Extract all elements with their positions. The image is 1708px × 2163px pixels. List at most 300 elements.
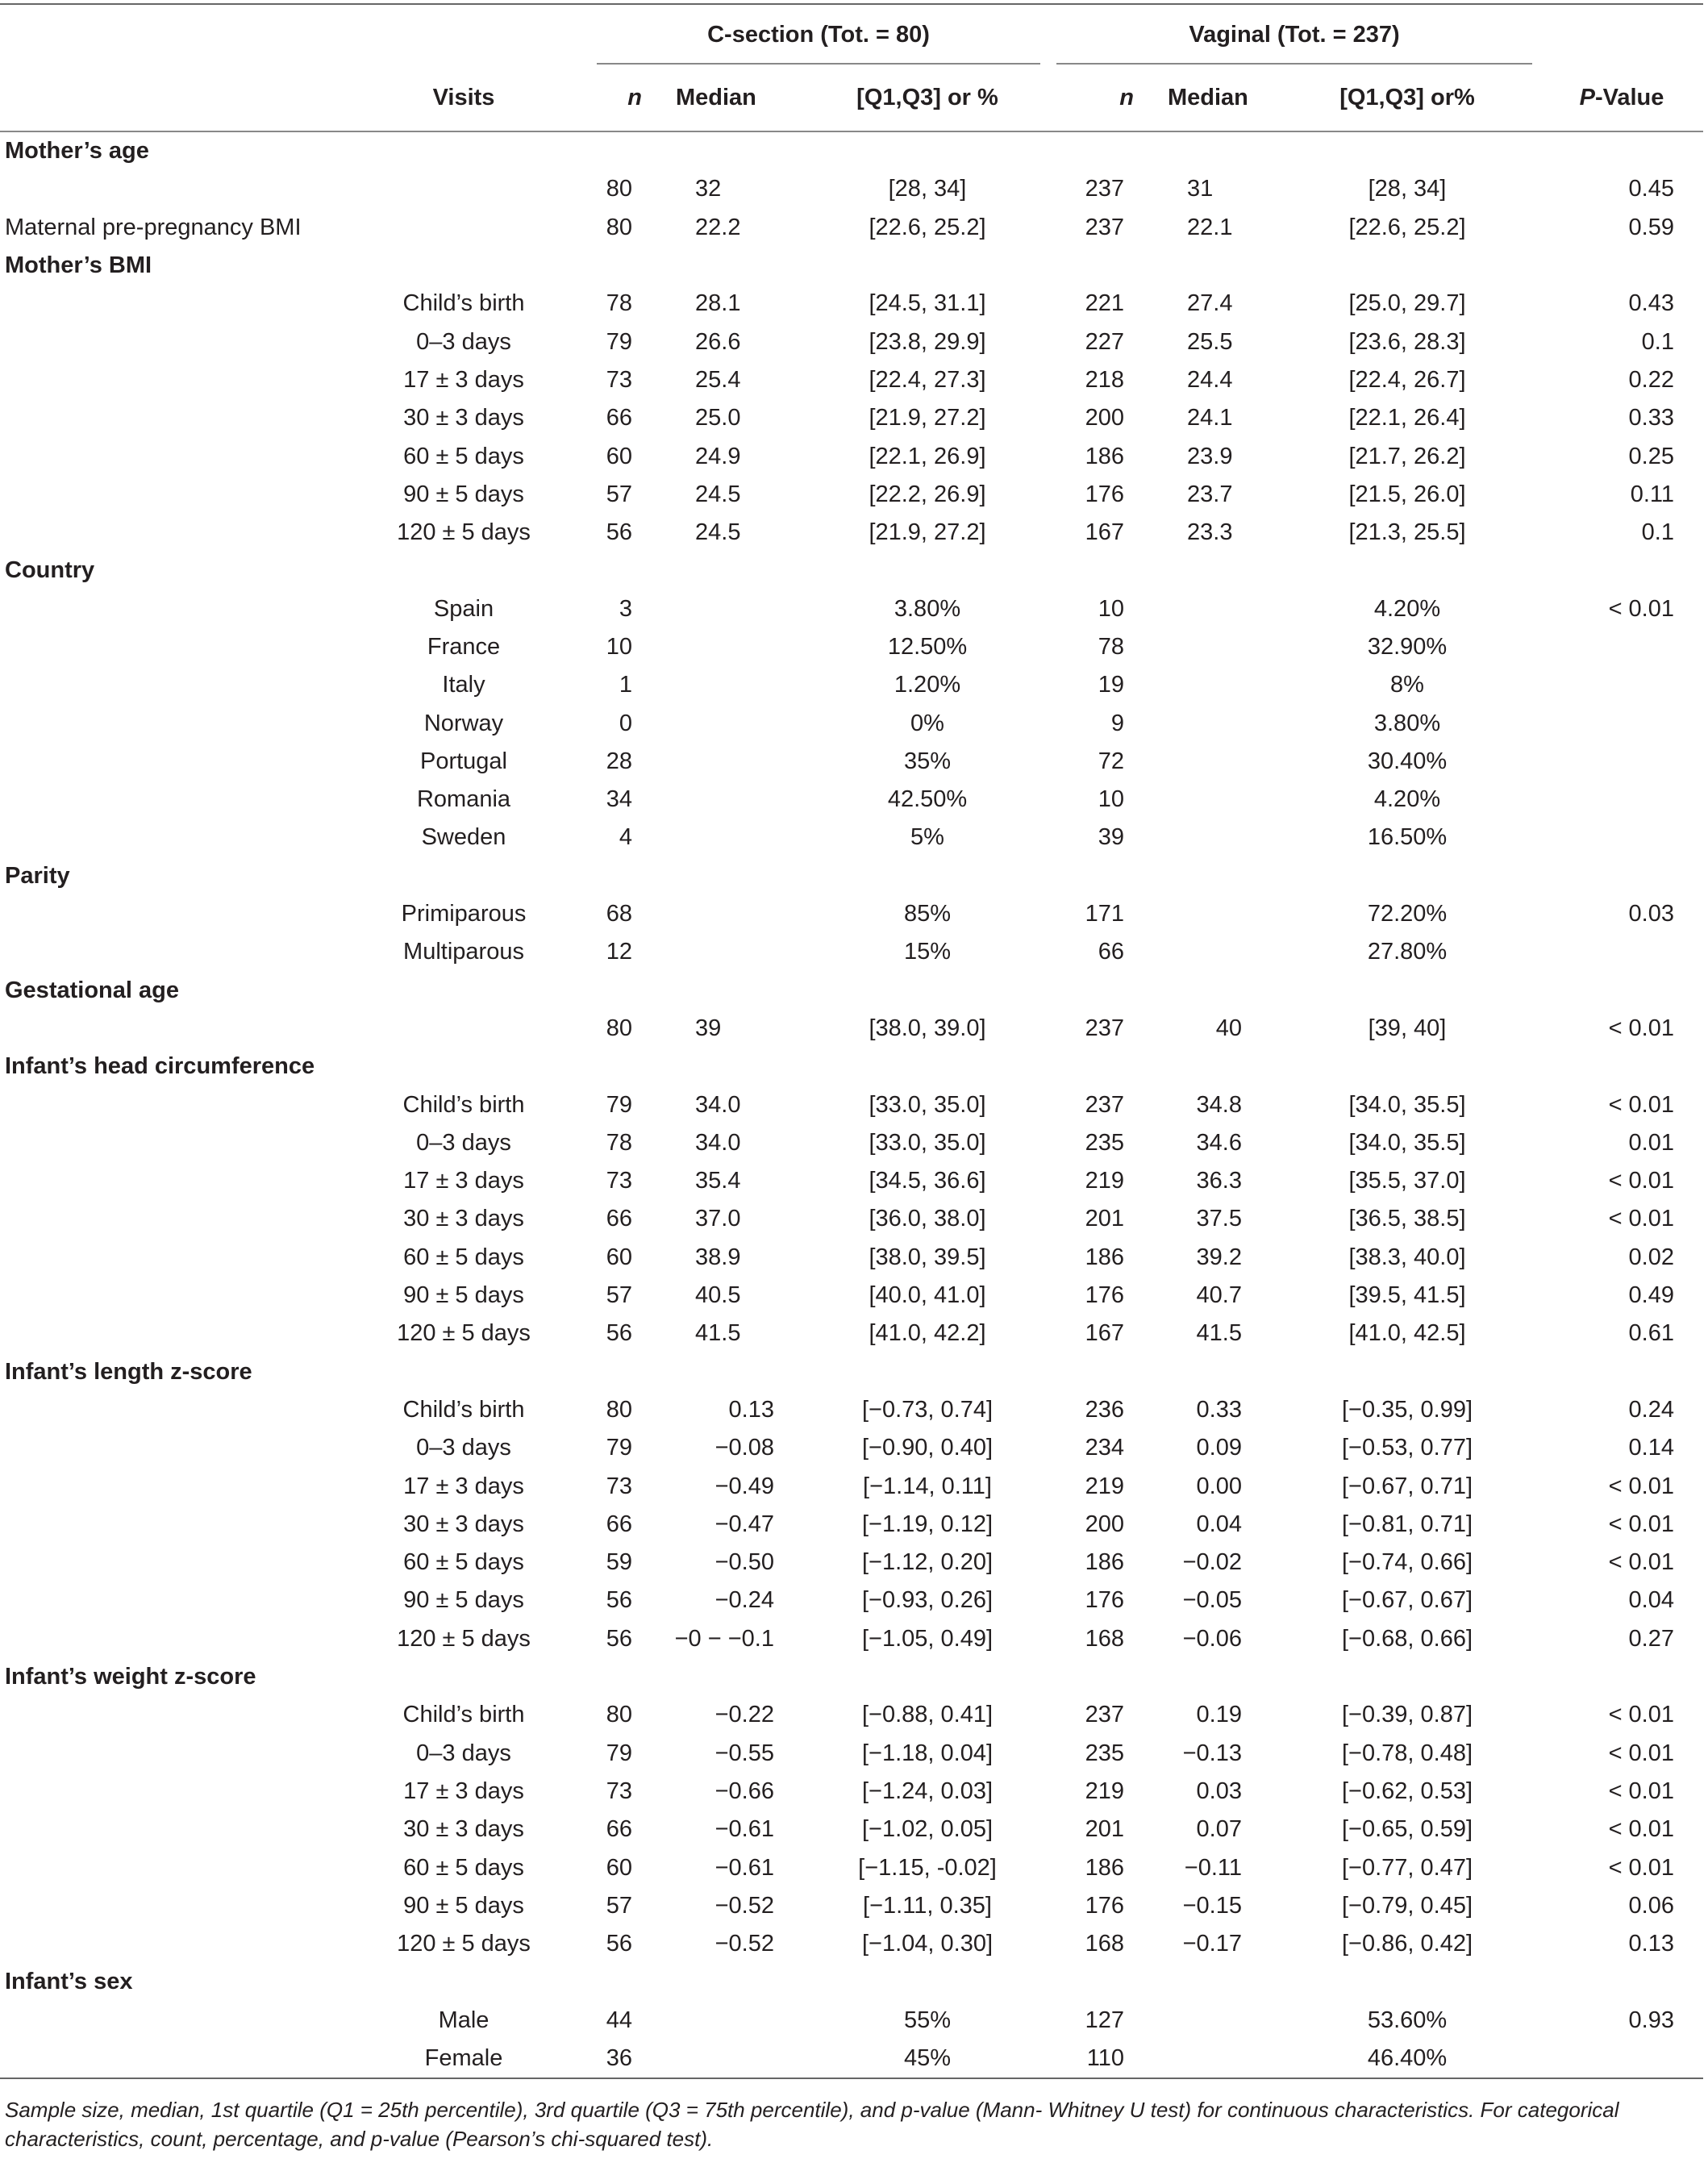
table-row: [0, 1887, 1703, 1925]
row-label: Maternal pre-pregnancy BMI: [5, 214, 302, 240]
row-label: [0, 2040, 339, 2078]
p-value-cell: [1540, 933, 1703, 971]
p-value-cell: < 0.01: [1608, 1854, 1674, 1881]
cs-n-cell: 79: [606, 1740, 632, 1766]
vag-median-cell: [1153, 743, 1274, 781]
cs-n-cell: 80: [606, 176, 632, 202]
table-row: [0, 285, 1703, 323]
vag-n-cell: 127: [1085, 2007, 1124, 2033]
table-row: [0, 1200, 1703, 1238]
table-body: [0, 131, 1703, 2079]
vag-median-cell: [1153, 666, 1274, 704]
visit-cell: 60 ± 5 days: [403, 443, 524, 469]
vag-n-cell: 110: [1086, 2044, 1124, 2071]
cs-quartile-cell: 5%: [910, 824, 944, 851]
table-row: [0, 1620, 1703, 1658]
characteristics-table: [0, 3, 1703, 2079]
table-row: [0, 1124, 1703, 1162]
vag-quartile-cell: [−0.35, 0.99]: [1341, 1396, 1473, 1423]
col-header-visits: Visits: [339, 65, 589, 131]
cs-quartile-cell: 12.50%: [887, 634, 968, 660]
cs-median-cell: [661, 743, 806, 781]
row-label: [0, 399, 339, 437]
vag-quartile-cell: 3.80%: [1373, 710, 1441, 736]
row-label: [0, 1200, 339, 1238]
vag-quartile-cell: [−0.53, 0.77]: [1341, 1435, 1473, 1461]
table-row: [0, 209, 1703, 247]
vag-quartile-cell: 27.80%: [1367, 939, 1448, 965]
vag-median-cell: 23.3: [1187, 519, 1233, 546]
visit-cell: Portugal: [419, 748, 507, 774]
cs-median-cell: [661, 781, 806, 819]
vag-quartile-cell: [−0.39, 0.87]: [1341, 1702, 1473, 1728]
cs-median-cell: −0.22: [714, 1702, 774, 1728]
vag-quartile-cell: [−0.65, 0.59]: [1341, 1816, 1473, 1843]
cs-median-cell: [661, 819, 806, 856]
vag-n-cell: 176: [1085, 1587, 1124, 1614]
vag-n-cell: 167: [1085, 1320, 1124, 1347]
cs-n-cell: 73: [606, 366, 632, 393]
vag-median-cell: 31: [1187, 176, 1214, 202]
visit-cell: [339, 170, 589, 208]
p-value-cell: [1540, 819, 1703, 856]
vag-n-cell: 10: [1098, 595, 1124, 622]
visit-cell: 17 ± 3 days: [403, 1168, 524, 1194]
vag-median-cell: [1153, 819, 1274, 856]
visit-cell: Italy: [442, 672, 485, 698]
p-value-cell: 0.1: [1641, 519, 1674, 546]
vag-median-cell: 0.33: [1196, 1396, 1242, 1423]
table-row: [0, 2002, 1703, 2040]
cs-quartile-cell: [−1.05, 0.49]: [861, 1625, 994, 1652]
cs-n-cell: 36: [606, 2044, 632, 2071]
p-value-cell: 0.06: [1628, 1892, 1674, 1919]
p-value-cell: [1540, 628, 1703, 666]
table-row: [0, 1239, 1703, 1277]
cs-n-cell: 66: [606, 1511, 632, 1537]
vag-n-cell: 200: [1085, 405, 1124, 431]
visit-cell: 30 ± 3 days: [403, 1206, 524, 1232]
col-header-vag-quartiles: [Q1,Q3] or%: [1274, 65, 1540, 131]
visit-cell: 30 ± 3 days: [403, 1816, 524, 1843]
p-value-cell: 0.01: [1628, 1129, 1674, 1156]
vag-n-cell: 237: [1085, 176, 1124, 202]
vag-n-cell: 235: [1085, 1129, 1124, 1156]
cs-quartile-cell: 55%: [903, 2007, 952, 2033]
cs-median-cell: −0.66: [714, 1777, 774, 1804]
cs-quartile-cell: [33.0, 35.0]: [869, 1129, 986, 1156]
vag-quartile-cell: 32.90%: [1367, 634, 1448, 660]
col-header-cs-quartiles: [Q1,Q3] or %: [806, 65, 1048, 131]
cs-median-cell: [661, 933, 806, 971]
vag-n-cell: 176: [1085, 481, 1124, 507]
cs-n-cell: 34: [606, 786, 632, 813]
cs-n-cell: 56: [606, 519, 632, 546]
cs-quartile-cell: [−1.04, 0.30]: [861, 1931, 994, 1957]
group-header-csection: C-section (Tot. = 80): [589, 5, 1048, 65]
visit-cell: 60 ± 5 days: [403, 1244, 524, 1270]
cs-median-cell: 35.4: [695, 1168, 741, 1194]
col-header-cs-median: Median: [661, 65, 806, 131]
cs-quartile-cell: [−1.19, 0.12]: [861, 1511, 994, 1537]
p-value-cell: < 0.01: [1608, 1702, 1674, 1728]
visit-cell: Romania: [416, 786, 511, 813]
cs-n-cell: 57: [606, 1282, 632, 1309]
vag-n-cell: 186: [1085, 443, 1124, 469]
col-header-vag-n: n: [1048, 65, 1153, 131]
row-label: [0, 895, 339, 933]
row-label: [0, 1582, 339, 1619]
p-value-cell: [1540, 781, 1703, 819]
row-label: [0, 514, 339, 552]
table-row: [0, 1811, 1703, 1848]
section-header-row: [0, 1658, 1703, 1696]
cs-n-cell: 56: [606, 1625, 632, 1652]
row-label: [0, 1315, 339, 1352]
cs-median-cell: −0.61: [714, 1854, 774, 1881]
row-label: [0, 1848, 339, 1886]
cs-quartile-cell: [−1.02, 0.05]: [861, 1816, 994, 1843]
row-label: [0, 933, 339, 971]
visit-cell: Child’s birth: [402, 290, 525, 317]
vag-quartile-cell: [−0.67, 0.71]: [1341, 1473, 1473, 1499]
cs-quartile-cell: [21.9, 27.2]: [869, 405, 986, 431]
vag-n-cell: 186: [1085, 1549, 1124, 1576]
vag-median-cell: [1153, 2040, 1274, 2078]
cs-quartile-cell: [41.0, 42.2]: [869, 1320, 986, 1347]
table-row: [0, 1429, 1703, 1467]
visit-cell: Multiparous: [403, 939, 524, 965]
table-row: [0, 1086, 1703, 1123]
row-label: [0, 1239, 339, 1277]
vag-median-cell: [1153, 628, 1274, 666]
column-header-row: [0, 65, 1703, 131]
cs-n-cell: 80: [606, 1396, 632, 1423]
table-row: [0, 1582, 1703, 1619]
vag-n-cell: 237: [1085, 1091, 1124, 1118]
cs-median-cell: 37.0: [695, 1206, 741, 1232]
cs-quartile-cell: [−1.12, 0.20]: [861, 1549, 994, 1576]
vag-median-cell: [1153, 704, 1274, 742]
cs-median-cell: −0.49: [714, 1473, 774, 1499]
table-row: [0, 1277, 1703, 1315]
cs-median-cell: 24.5: [695, 519, 741, 546]
table-row: [0, 933, 1703, 971]
cs-median-cell: −0.61: [714, 1816, 774, 1843]
cs-median-cell: −0.24: [714, 1587, 774, 1614]
row-label: [0, 1773, 339, 1811]
cs-median-cell: 34.0: [695, 1091, 741, 1118]
cs-n-cell: 79: [606, 1091, 632, 1118]
table-row: [0, 743, 1703, 781]
cs-median-cell: −0.47: [714, 1511, 774, 1537]
col-header-p-value: P-Value: [1540, 65, 1703, 131]
vag-median-cell: [1153, 781, 1274, 819]
vag-quartile-cell: [21.3, 25.5]: [1348, 519, 1466, 546]
row-label: [0, 666, 339, 704]
cs-n-cell: 73: [606, 1473, 632, 1499]
cs-n-cell: 79: [606, 328, 632, 355]
cs-quartile-cell: [−1.24, 0.03]: [861, 1777, 994, 1804]
cs-n-cell: 4: [619, 824, 632, 851]
vag-quartile-cell: [34.0, 35.5]: [1348, 1091, 1466, 1118]
row-label: [0, 704, 339, 742]
cs-median-cell: 25.0: [695, 405, 741, 431]
vag-n-cell: 39: [1098, 824, 1124, 851]
p-value-cell: < 0.01: [1608, 1549, 1674, 1576]
visit-cell: 30 ± 3 days: [403, 1511, 524, 1537]
cs-median-cell: 24.5: [695, 481, 741, 507]
cs-n-cell: 73: [606, 1168, 632, 1194]
vag-quartile-cell: [−0.86, 0.42]: [1341, 1931, 1473, 1957]
visit-cell: Spain: [433, 595, 494, 622]
vag-n-cell: 234: [1085, 1435, 1124, 1461]
row-label: [0, 1277, 339, 1315]
vag-quartile-cell: [−0.79, 0.45]: [1341, 1892, 1473, 1919]
table-row: [0, 1467, 1703, 1505]
vag-quartile-cell: [−0.74, 0.66]: [1341, 1549, 1473, 1576]
vag-quartile-cell: 4.20%: [1373, 786, 1441, 813]
vag-n-cell: 167: [1085, 519, 1124, 546]
p-value-cell: < 0.01: [1608, 1511, 1674, 1537]
p-value-cell: 0.04: [1628, 1587, 1674, 1614]
visit-cell: Child’s birth: [402, 1091, 525, 1118]
vag-median-cell: 0.03: [1196, 1777, 1242, 1804]
cs-n-cell: 60: [606, 1244, 632, 1270]
p-value-cell: < 0.01: [1608, 1091, 1674, 1118]
vag-n-cell: 201: [1085, 1206, 1124, 1232]
vag-n-cell: 221: [1085, 290, 1124, 317]
vag-quartile-cell: 8%: [1390, 672, 1424, 698]
section-header-row: [0, 972, 1703, 1010]
cs-n-cell: 78: [606, 1129, 632, 1156]
table-row: [0, 628, 1703, 666]
vag-n-cell: 171: [1085, 901, 1124, 927]
row-label: [0, 1086, 339, 1123]
cs-median-cell: 38.9: [695, 1244, 741, 1270]
vag-median-cell: 0.07: [1196, 1816, 1242, 1843]
cs-n-cell: 73: [606, 1777, 632, 1804]
cs-median-cell: −0.52: [714, 1931, 774, 1957]
vag-n-cell: 201: [1085, 1816, 1124, 1843]
vag-quartile-cell: [23.6, 28.3]: [1348, 328, 1466, 355]
p-value-cell: < 0.01: [1608, 1168, 1674, 1194]
row-label: [0, 1696, 339, 1734]
section-header-row: [0, 131, 1703, 170]
row-label: [0, 476, 339, 514]
cs-quartile-cell: [22.4, 27.3]: [869, 366, 986, 393]
cs-quartile-cell: [36.0, 38.0]: [869, 1206, 986, 1232]
table-row: [0, 819, 1703, 856]
visit-cell: 30 ± 3 days: [403, 405, 524, 431]
p-value-cell: 0.33: [1628, 405, 1674, 431]
cs-quartile-cell: [−1.11, 0.35]: [863, 1892, 992, 1919]
visit-cell: 90 ± 5 days: [403, 1587, 524, 1614]
row-label: [0, 1010, 339, 1048]
p-value-cell: < 0.01: [1608, 1473, 1674, 1499]
cs-n-cell: 80: [606, 1015, 632, 1041]
vag-quartile-cell: [−0.67, 0.67]: [1341, 1587, 1473, 1614]
cs-quartile-cell: 45%: [903, 2044, 952, 2071]
vag-median-cell: 41.5: [1196, 1320, 1242, 1347]
cs-n-cell: 68: [606, 901, 632, 927]
vag-n-cell: 176: [1085, 1282, 1124, 1309]
table-row: [0, 361, 1703, 399]
cs-n-cell: 3: [619, 595, 632, 622]
vag-median-cell: 22.1: [1187, 214, 1233, 240]
cs-n-cell: 44: [606, 2007, 632, 2033]
table-row: [0, 590, 1703, 628]
table-row: [0, 170, 1703, 208]
cs-n-cell: 57: [606, 481, 632, 507]
vag-median-cell: 37.5: [1196, 1206, 1242, 1232]
vag-n-cell: 235: [1085, 1740, 1124, 1766]
cs-n-cell: 28: [606, 748, 632, 774]
vag-median-cell: 36.3: [1196, 1168, 1242, 1194]
cs-n-cell: 56: [606, 1320, 632, 1347]
row-label: [0, 1429, 339, 1467]
cs-n-cell: 10: [606, 634, 632, 660]
table-row: [0, 476, 1703, 514]
vag-n-cell: 218: [1085, 366, 1124, 393]
visit-cell: 90 ± 5 days: [403, 1892, 524, 1919]
vag-median-cell: 0.00: [1196, 1473, 1242, 1499]
cs-n-cell: 60: [606, 443, 632, 469]
visit-cell: 90 ± 5 days: [403, 1282, 524, 1309]
vag-median-cell: −0.13: [1182, 1740, 1242, 1766]
cs-quartile-cell: 0%: [910, 710, 944, 736]
vag-median-cell: 0.19: [1196, 1702, 1242, 1728]
cs-n-cell: 56: [606, 1931, 632, 1957]
cs-n-cell: 78: [606, 290, 632, 317]
cs-quartile-cell: 35%: [903, 748, 952, 774]
vag-n-cell: 186: [1085, 1244, 1124, 1270]
cs-quartile-cell: [−1.14, 0.11]: [863, 1473, 992, 1499]
table-row: [0, 1162, 1703, 1200]
cs-median-cell: 41.5: [695, 1320, 741, 1347]
visit-cell: 17 ± 3 days: [403, 1777, 524, 1804]
p-value-cell: < 0.01: [1608, 1777, 1674, 1804]
vag-median-cell: −0.17: [1182, 1931, 1242, 1957]
col-header-vag-median: Median: [1153, 65, 1274, 131]
cs-quartile-cell: 1.20%: [894, 672, 961, 698]
vag-n-cell: 66: [1098, 939, 1124, 965]
cs-median-cell: [661, 666, 806, 704]
row-label: [0, 1162, 339, 1200]
table-row: [0, 1391, 1703, 1429]
section-title: Country: [5, 557, 95, 584]
visit-cell: 17 ± 3 days: [403, 366, 524, 393]
vag-median-cell: 23.9: [1187, 443, 1233, 469]
visit-cell: Male: [438, 2007, 489, 2033]
cs-median-cell: 40.5: [695, 1282, 741, 1309]
cs-quartile-cell: [22.6, 25.2]: [869, 214, 986, 240]
row-label: [0, 1887, 339, 1925]
cs-n-cell: 79: [606, 1435, 632, 1461]
vag-median-cell: 0.04: [1196, 1511, 1242, 1537]
row-label: [0, 1620, 339, 1658]
visit-cell: 120 ± 5 days: [397, 1931, 531, 1957]
vag-median-cell: −0.11: [1184, 1854, 1242, 1881]
cs-median-cell: 26.6: [695, 328, 741, 355]
table-row: [0, 895, 1703, 933]
row-label: [0, 1925, 339, 1963]
section-title: Infant’s weight z-score: [5, 1664, 256, 1690]
p-value-cell: 0.59: [1628, 214, 1674, 240]
cs-median-cell: [661, 590, 806, 628]
row-label: [0, 437, 339, 475]
table-row: [0, 2040, 1703, 2078]
cs-median-cell: −0 − −0.1: [674, 1625, 774, 1652]
row-label: [0, 1391, 339, 1429]
row-label: [0, 1544, 339, 1582]
row-label: [0, 1124, 339, 1162]
cs-median-cell: [661, 2040, 806, 2078]
vag-median-cell: −0.05: [1182, 1587, 1242, 1614]
cs-quartile-cell: [22.1, 26.9]: [869, 443, 986, 469]
section-title: Infant’s sex: [5, 1969, 133, 1995]
cs-quartile-cell: [−0.93, 0.26]: [861, 1587, 994, 1614]
vag-n-cell: 236: [1085, 1396, 1124, 1423]
visit-cell: Child’s birth: [402, 1702, 525, 1728]
row-label: [0, 1506, 339, 1544]
vag-n-cell: 237: [1085, 1015, 1124, 1041]
visit-cell: Primiparous: [401, 901, 527, 927]
vag-median-cell: 0.09: [1196, 1435, 1242, 1461]
vag-n-cell: 227: [1085, 328, 1124, 355]
cs-quartile-cell: 85%: [903, 901, 952, 927]
p-value-cell: [1540, 2040, 1703, 2078]
vag-n-cell: 168: [1085, 1625, 1124, 1652]
section-header-row: [0, 1048, 1703, 1086]
row-label: [0, 361, 339, 399]
vag-median-cell: −0.06: [1182, 1625, 1242, 1652]
vag-n-cell: 72: [1098, 748, 1124, 774]
vag-n-cell: 237: [1085, 214, 1124, 240]
section-title: Gestational age: [5, 977, 179, 1003]
cs-n-cell: 1: [619, 672, 632, 698]
cs-n-cell: 57: [606, 1892, 632, 1919]
cs-quartile-cell: [33.0, 35.0]: [869, 1091, 986, 1118]
row-label: [0, 628, 339, 666]
p-value-cell: 0.49: [1628, 1282, 1674, 1309]
cs-quartile-cell: 3.80%: [894, 595, 961, 622]
visit-cell: Sweden: [421, 824, 506, 851]
row-label: [0, 590, 339, 628]
cs-quartile-cell: 42.50%: [887, 786, 968, 813]
cs-median-cell: 34.0: [695, 1129, 741, 1156]
p-value-cell: < 0.01: [1608, 595, 1674, 622]
vag-quartile-cell: 46.40%: [1367, 2044, 1448, 2071]
vag-median-cell: 25.5: [1187, 328, 1233, 355]
vag-n-cell: 219: [1085, 1777, 1124, 1804]
vag-median-cell: 34.6: [1196, 1129, 1242, 1156]
vag-median-cell: 34.8: [1196, 1091, 1242, 1118]
cs-median-cell: 28.1: [695, 290, 741, 317]
cs-n-cell: 56: [606, 1587, 632, 1614]
vag-median-cell: 24.1: [1187, 405, 1233, 431]
table-row: [0, 1734, 1703, 1772]
cs-median-cell: 25.4: [695, 366, 741, 393]
p-value-cell: 0.93: [1628, 2007, 1674, 2033]
visit-cell: 17 ± 3 days: [403, 1473, 524, 1499]
vag-median-cell: [1153, 895, 1274, 933]
vag-median-cell: 40.7: [1196, 1282, 1242, 1309]
vag-quartile-cell: [−0.77, 0.47]: [1341, 1854, 1473, 1881]
section-header-row: [0, 1353, 1703, 1391]
vag-median-cell: 24.4: [1187, 366, 1233, 393]
table-row: [0, 399, 1703, 437]
